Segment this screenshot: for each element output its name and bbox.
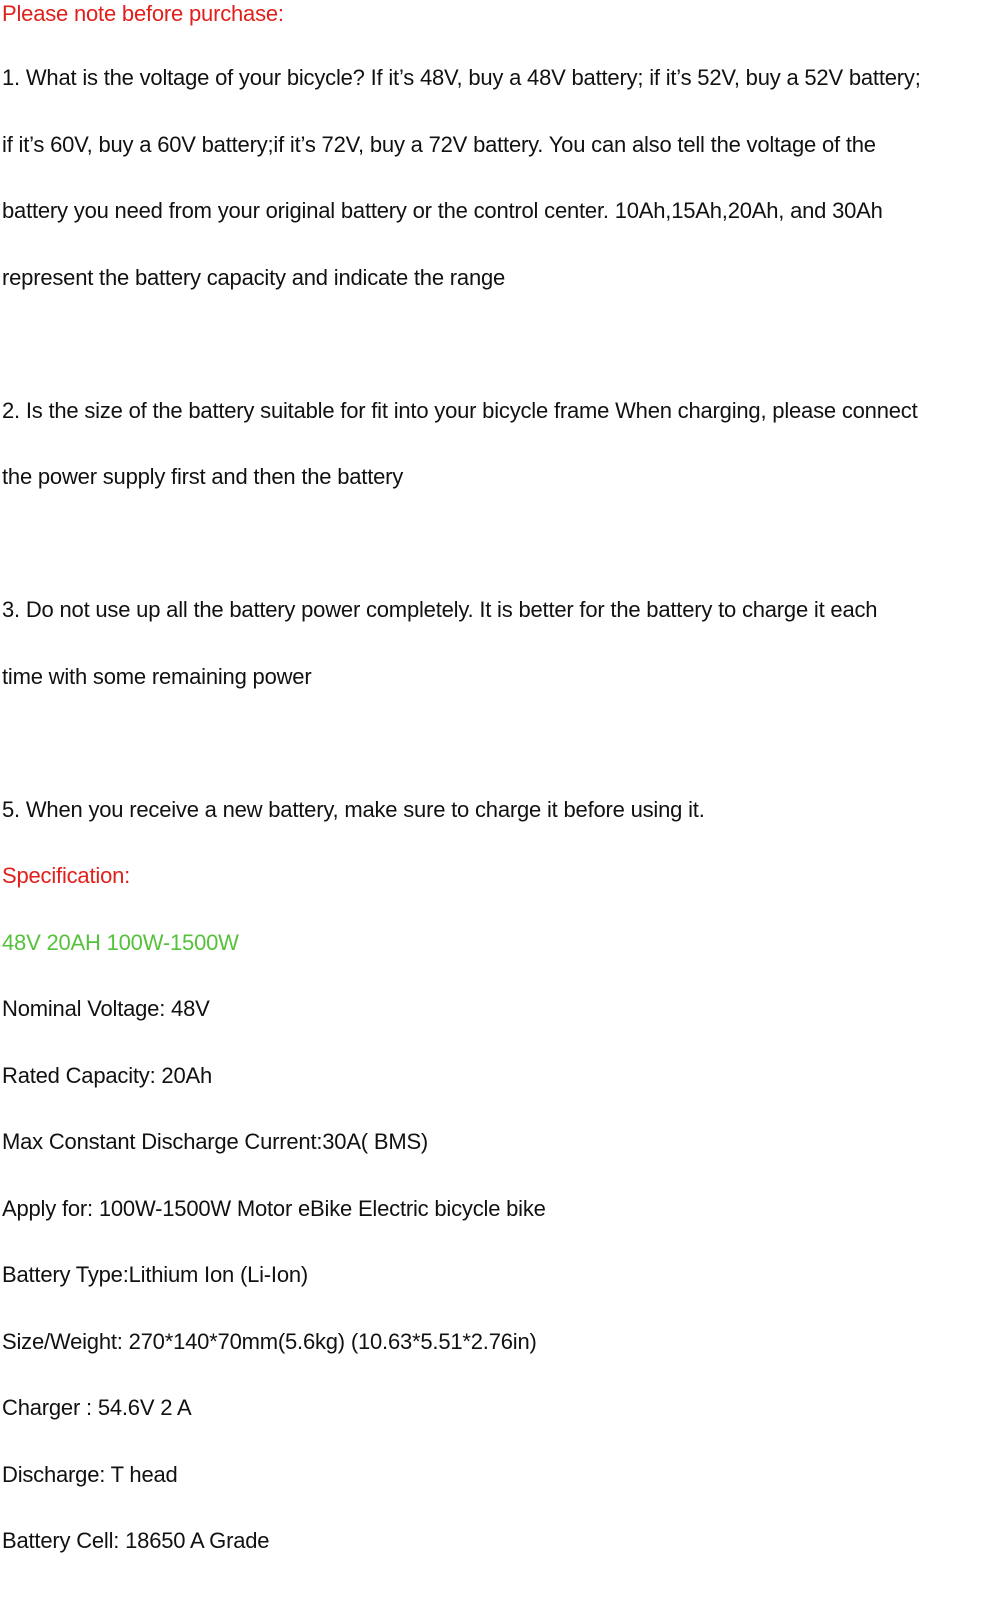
spec-size-weight: Size/Weight: 270*140*70mm(5.6kg) (10.63*5.51*2.76in)	[2, 1329, 537, 1354]
notice-item-1-line-4: represent the battery capacity and indicate the range	[2, 265, 506, 290]
specification-heading: Specification:	[2, 863, 131, 888]
spec-apply-for: Apply for: 100W-1500W Motor eBike Electric bicycle bike	[2, 1196, 546, 1221]
spec-rated-capacity: Rated Capacity: 20Ah	[2, 1063, 213, 1088]
spec-battery-type: Battery Type:Lithium Ion (Li-Ion)	[2, 1262, 309, 1287]
notice-heading: Please note before purchase:	[2, 1, 284, 26]
notice-item-2-line-2: the power supply first and then the battery	[2, 464, 404, 489]
notice-item-3-line-2: time with some remaining power	[2, 664, 312, 689]
notice-item-5-line-1: 5. When you receive a new battery, make sure to charge it before using it.	[2, 797, 705, 822]
notice-item-1-line-1: 1. What is the voltage of your bicycle? If it’s 48V, buy a 48V battery; if it’s 52V, buy a 52V battery;	[2, 65, 921, 90]
notice-item-1-line-2: if it’s 60V, buy a 60V battery;if it’s 72V, buy a 72V battery. You can also tell the voltage of the	[2, 132, 876, 157]
spec-discharge: Discharge: T head	[2, 1462, 178, 1487]
specification-model: 48V 20AH 100W-1500W	[2, 930, 239, 955]
spec-battery-cell: Battery Cell: 18650 A Grade	[2, 1528, 270, 1553]
notice-item-1-line-3: battery you need from your original battery or the control center. 10Ah,15Ah,20Ah, and 30Ah	[2, 198, 883, 223]
notice-item-3-line-1: 3. Do not use up all the battery power completely. It is better for the battery to charge it each	[2, 597, 878, 622]
spec-nominal-voltage: Nominal Voltage: 48V	[2, 996, 210, 1021]
spec-max-discharge: Max Constant Discharge Current:30A( BMS)	[2, 1129, 429, 1154]
spec-charger: Charger : 54.6V 2 A	[2, 1395, 192, 1420]
notice-item-2-line-1: 2. Is the size of the battery suitable for fit into your bicycle frame When charging, please connect	[2, 398, 918, 423]
